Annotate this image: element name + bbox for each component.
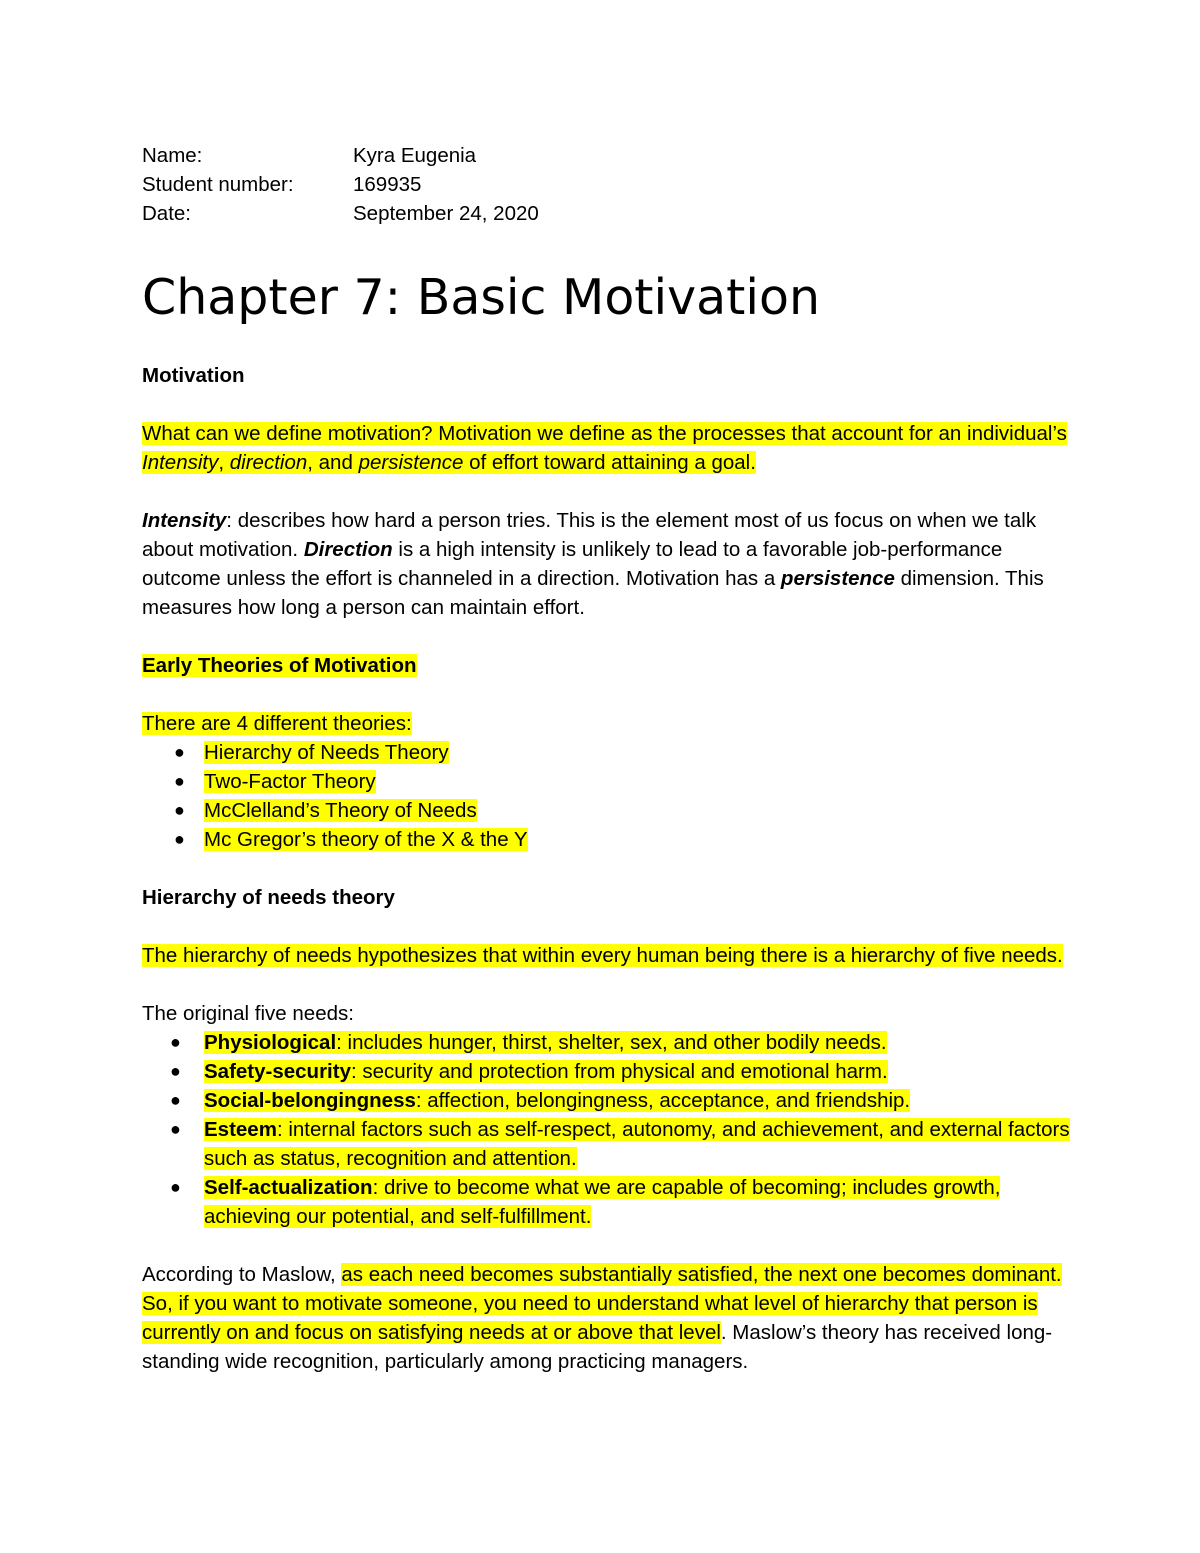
early-theories-heading: Early Theories of Motivation <box>142 654 417 677</box>
list-item: ● Social-belongingness: affection, belongingness, acceptance, and friendship. <box>142 1086 1072 1115</box>
list-item: ● Esteem: internal factors such as self-respect, autonomy, and achievement, and external factors such as status, recognition and attention. <box>142 1115 1072 1173</box>
date-label: Date: <box>142 202 191 225</box>
bullet-icon: ● <box>174 800 185 820</box>
student-number-label: Student number: <box>142 173 294 196</box>
motivation-heading: Motivation <box>142 364 245 387</box>
bullet-icon: ● <box>174 771 185 791</box>
date-value: September 24, 2020 <box>353 202 539 225</box>
student-info <box>142 141 1072 228</box>
list-item: ● Safety-security: security and protection from physical and emotional harm. <box>142 1057 1072 1086</box>
early-theories-intro: There are 4 different theories: <box>142 712 412 735</box>
document-page <box>142 141 1072 1376</box>
hierarchy-intro: The hierarchy of needs hypothesizes that within every human being there is a hierarchy of five needs. <box>142 944 1063 967</box>
intensity-term: Intensity <box>142 509 227 532</box>
date-row <box>142 199 1072 228</box>
direction-term: Direction <box>303 538 393 561</box>
bullet-icon: ● <box>170 1061 181 1081</box>
student-number-row <box>142 170 1072 199</box>
maslow-paragraph: According to Maslow, as each need becomes substantially satisfied, the next one becomes dominant. So, if you want to motivate someone, you need to understand what level of hierarchy that person is currently on and focus on satisfying needs at or above that level. Maslow’s theory has received long-standing wide recognition, particularly among practicing managers. <box>142 1263 1062 1373</box>
bullet-icon: ● <box>170 1090 181 1110</box>
five-needs-list <box>142 1028 1072 1231</box>
name-value: Kyra Eugenia <box>353 144 477 167</box>
list-item: ● Self-actualization: drive to become what we are capable of becoming; includes growth, achieving our potential, and self-fulfillment. <box>142 1173 1072 1231</box>
bullet-icon: ● <box>174 829 185 849</box>
list-item: ● McClelland’s Theory of Needs <box>142 796 1072 825</box>
student-number-value: 169935 <box>353 173 422 196</box>
list-item: ● Physiological: includes hunger, thirst, shelter, sex, and other bodily needs. <box>142 1028 1072 1057</box>
def-intensity: Intensity <box>142 451 219 474</box>
persistence-term: persistence <box>780 567 895 590</box>
list-item: ● Two-Factor Theory <box>142 767 1072 796</box>
bullet-icon: ● <box>174 742 185 762</box>
def-persistence: persistence <box>358 451 464 474</box>
motivation-elements-paragraph: Intensity: describes how hard a person tries. This is the element most of us focus on when we talk about motivation. Direction is a high intensity is unlikely to lead to a favorable job-performance outcome unless the effort is channeled in a direction. Motivation has a persistence dimension. This measures how long a person can maintain effort. <box>142 509 1044 619</box>
bullet-icon: ● <box>170 1032 181 1052</box>
page-title: Chapter 7: Basic Motivation <box>142 269 821 326</box>
bullet-icon: ● <box>170 1119 181 1139</box>
motivation-definition: What can we define motivation? Motivation we define as the processes that account for an individual’s Intensity, direction, and persistence of effort toward attaining a goal. <box>142 422 1067 474</box>
bullet-icon: ● <box>170 1177 181 1197</box>
early-theories-list <box>142 738 1072 854</box>
list-item: ● Mc Gregor’s theory of the X & the Y <box>142 825 1072 854</box>
five-needs-intro: The original five needs: <box>142 1002 354 1025</box>
name-row <box>142 141 1072 170</box>
list-item: ● Hierarchy of Needs Theory <box>142 738 1072 767</box>
hierarchy-heading: Hierarchy of needs theory <box>142 886 395 909</box>
name-label: Name: <box>142 144 203 167</box>
def-direction: direction <box>229 451 308 474</box>
